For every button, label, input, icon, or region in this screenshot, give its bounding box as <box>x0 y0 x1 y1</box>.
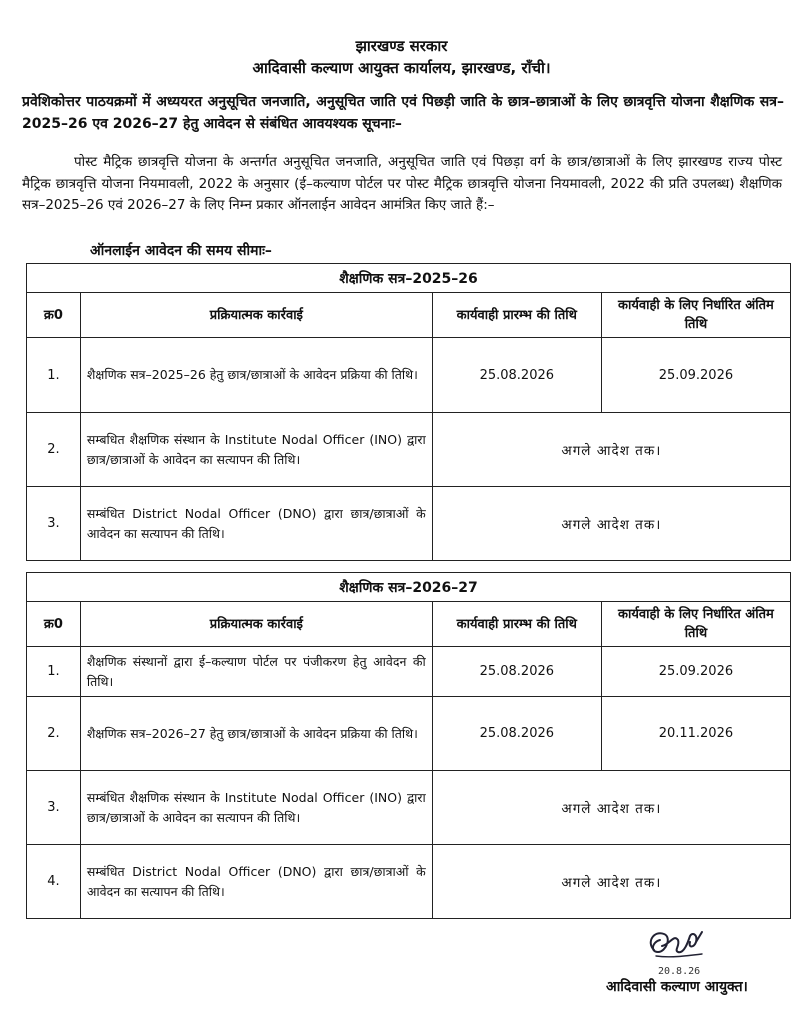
row-until-further-order: अगले आदेश तक। <box>432 771 790 845</box>
row-process: शैक्षणिक सत्र–2026–27 हेतु छात्र/छात्राओं के आवेदन प्रक्रिया की तिथि। <box>80 697 432 771</box>
session-title: शैक्षणिक सत्र–2026–27 <box>27 573 791 602</box>
table-row <box>27 697 791 771</box>
session-title: शैक्षणिक सत्र–2025–26 <box>27 264 791 293</box>
table-row <box>27 487 791 561</box>
row-start-date: 25.08.2026 <box>432 647 601 697</box>
row-start-date: 25.08.2026 <box>432 338 601 413</box>
row-end-date: 25.09.2026 <box>601 647 790 697</box>
row-sn: 2. <box>27 413 81 487</box>
row-until-further-order: अगले आदेश तक। <box>432 845 790 919</box>
column-header-start-date: कार्यवाही प्रारम्भ की तिथि <box>432 602 601 647</box>
column-header-sn: क्र0 <box>27 602 81 647</box>
table-header-row <box>27 293 791 338</box>
table-row <box>27 413 791 487</box>
row-sn: 1. <box>27 647 81 697</box>
row-until-further-order: अगले आदेश तक। <box>432 487 790 561</box>
column-header-end-date: कार्यवाही के लिए निर्धारित अंतिम तिथि <box>601 293 790 338</box>
column-header-process: प्रक्रियात्मक कार्रवाई <box>80 602 432 647</box>
row-sn: 4. <box>27 845 81 919</box>
row-sn: 1. <box>27 338 81 413</box>
row-process: सम्बधित शैक्षणिक संस्थान के Institute Nodal Officer (INO) द्वारा छात्र/छात्राओं के आवेदन का सत्यापन की तिथि। <box>80 413 432 487</box>
table-row <box>27 647 791 697</box>
row-until-further-order: अगले आदेश तक। <box>432 413 790 487</box>
row-process: शैक्षणिक संस्थानों द्वारा ई–कल्याण पोर्टल पर पंजीकरण हेतु आवेदन की तिथि। <box>80 647 432 697</box>
column-header-process: प्रक्रियात्मक कार्रवाई <box>80 293 432 338</box>
table-row <box>27 771 791 845</box>
column-header-end-date: कार्यवाही के लिए निर्धारित अंतिम तिथि <box>601 602 790 647</box>
time-limit-heading: ऑनलाईन आवेदन की समय सीमाः– <box>90 243 272 259</box>
column-header-sn: क्र0 <box>27 293 81 338</box>
signature-date: 20.8.26 <box>658 966 701 977</box>
table-header-row <box>27 602 791 647</box>
row-end-date: 25.09.2026 <box>601 338 790 413</box>
row-end-date: 20.11.2026 <box>601 697 790 771</box>
row-process: सम्बंधित District Nodal Officer (DNO) द्वारा छात्र/छात्राओं के आवेदन का सत्यापन की तिथि। <box>80 487 432 561</box>
row-start-date: 25.08.2026 <box>432 697 601 771</box>
notice-intro-paragraph: पोस्ट मैट्रिक छात्रवृत्ति योजना के अन्तर्गत अनुसूचित जनजाति, अनुसूचित जाति एवं पिछड़ा वर्ग के छात्र/छात्राओं के लिए झारखण्ड राज्य पोस्ट मैट्रिक छात्रवृत्ति योजना नियमावली, 2022 के अनुसार (ई–कल्याण पोर्टल पर पोस्ट मैट्रिक छात्रवृत्ति योजना नियमावली, 2022 की प्रति उपलब्ध) शैक्षणिक सत्र–2025–26 एवं 2026–27 के लिए निम्न प्रकार ऑनलाईन आवेदन आमंत्रित किए जाते हैं:– <box>22 154 782 213</box>
table-row <box>27 845 791 919</box>
notice-subject: प्रवेशिकोत्तर पाठयक्रमों में अध्ययरत अनुसूचित जनजाति, अनुसूचित जाति एवं पिछड़ी जाति के छात्र–छात्राओं के लिए छात्रवृत्ति योजना शैक्षणिक सत्र–2025–26 एव 2026–27 हेतु आवेदन से संबंधित आवयश्यक सूचनाः– <box>22 94 784 132</box>
row-process: शैक्षणिक सत्र–2025–26 हेतु छात्र/छात्राओं के आवेदन प्रक्रिया की तिथि। <box>80 338 432 413</box>
row-sn: 3. <box>27 487 81 561</box>
row-process: सम्बंधित शैक्षणिक संस्थान के Institute Nodal Officer (INO) द्वारा छात्र/छात्राओं के आवेदन का सत्यापन की तिथि। <box>80 771 432 845</box>
row-process: सम्बंधित District Nodal Officer (DNO) द्वारा छात्र/छात्राओं के आवेदन का सत्यापन की तिथि। <box>80 845 432 919</box>
government-heading: झारखण्ड सरकार <box>355 37 448 55</box>
session-2025-26-table <box>26 263 791 561</box>
signatory-designation: आदिवासी कल्याण आयुक्त। <box>606 979 748 995</box>
column-header-start-date: कार्यवाही प्रारम्भ की तिथि <box>432 293 601 338</box>
session-2026-27-table <box>26 572 791 919</box>
table-row <box>27 338 791 413</box>
office-heading: आदिवासी कल्याण आयुक्त कार्यालय, झारखण्ड, राँची। <box>252 59 551 77</box>
row-sn: 3. <box>27 771 81 845</box>
row-sn: 2. <box>27 697 81 771</box>
